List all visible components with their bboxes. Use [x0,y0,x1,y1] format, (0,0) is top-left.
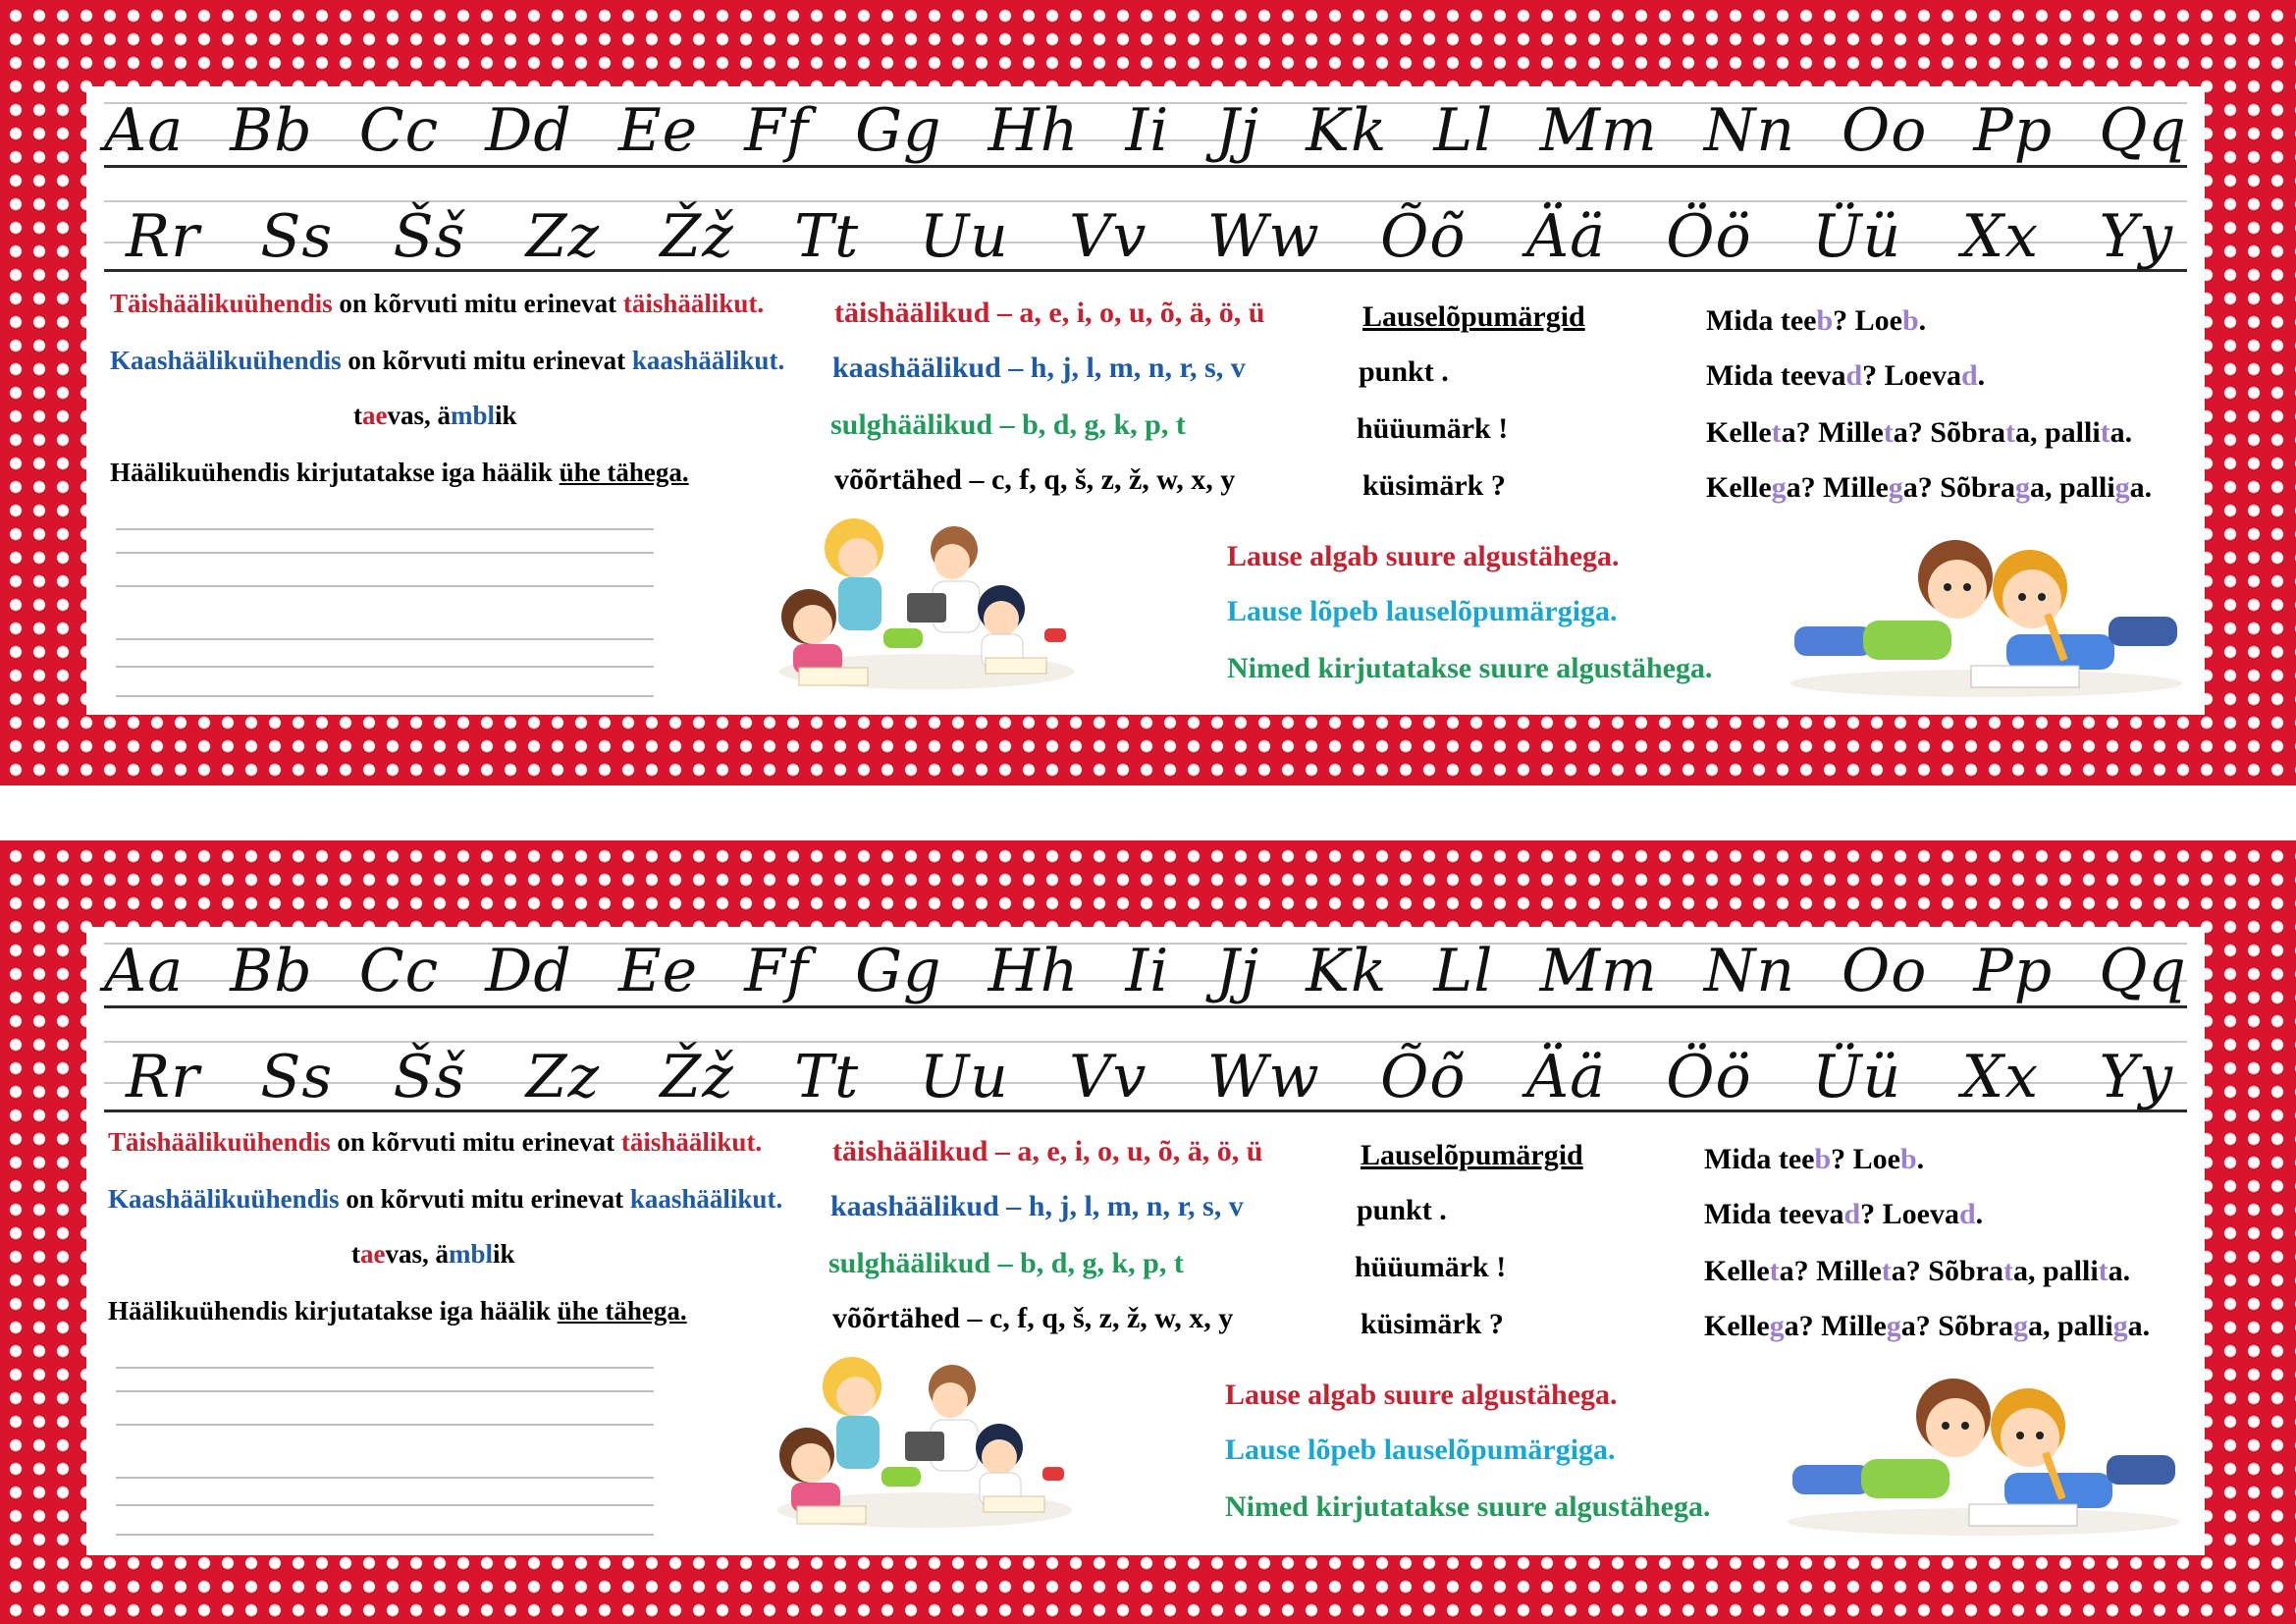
rule-names: Nimed kirjutatakse suure algustähega. [1225,1490,1711,1523]
cursive-letter: Tt [794,202,860,271]
writing-line [116,695,654,697]
cursive-letter: Öö [1666,1043,1752,1111]
question-line-4: Kellega? Millega? Sõbraga, palliga. [1706,471,2153,504]
cursive-letter: Üü [1811,1043,1902,1111]
cursive-letter: Ss [260,202,334,271]
punctuation-exclamation: hüüumärk ! [1357,412,1509,445]
cursive-letter: Xx [1961,1043,2040,1111]
cursive-letter: Ll [1433,96,1494,165]
cursive-letter: Õõ [1380,202,1467,271]
writing-line [116,528,654,530]
alphabet-row-1 [104,937,2187,1005]
cursive-letter: Bb [230,937,313,1005]
cursive-letter: Ee [617,96,699,165]
cluster-example: taevas, ämblik [351,1239,515,1269]
cursive-letter: Žž [660,202,734,271]
children-lying-drawing-illustration-icon [1773,1357,2195,1538]
cursive-letter: Zz [525,202,601,271]
cursive-letter: Yy [2099,202,2173,271]
punctuation-exclamation: hüüumärk ! [1355,1251,1507,1283]
children-reading-group-illustration-icon [760,507,1094,697]
foreign-letters-list: võõrtähed – c, f, q, š, z, ž, w, x, y [832,1302,1234,1334]
cursive-row-1 [104,937,2187,1025]
cursive-row-2 [104,198,2187,283]
cursive-letter: Hh [988,937,1080,1005]
vowel-cluster-definition: Täishäälikuühendis on kõrvuti mitu erinevat täishäälikut. [110,289,765,318]
cursive-letter: Ii [1125,96,1170,165]
writing-line [116,666,654,668]
cursive-letter: Rr [126,1043,200,1111]
vowels-list: täishäälikud – a, e, i, o, u, õ, ä, ö, ü [832,1135,1263,1167]
rule-sentence-end: Lause lõpeb lauselõpumärgiga. [1227,595,1618,627]
rule-sentence-start: Lause algab suure algustähega. [1225,1379,1618,1411]
writing-line [116,1477,654,1479]
consonants-list: kaashäälikud – h, j, l, m, n, r, s, v [832,352,1246,384]
cursive-letter: Ee [617,937,699,1005]
children-lying-drawing-illustration-icon [1775,518,2197,699]
cursive-letter: Ww [1206,1043,1320,1111]
writing-line [116,1534,654,1536]
cursive-row-1 [104,96,2187,185]
vowels-list: täishäälikud – a, e, i, o, u, õ, ä, ö, ü [834,297,1265,329]
cursive-letter: Ii [1125,937,1170,1005]
punctuation-heading: Lauselõpumärgid [1362,300,1585,333]
writing-line [116,585,654,587]
writing-line [116,1424,654,1426]
consonant-cluster-definition: Kaashäälikuühendis on kõrvuti mitu erinevat kaashäälikut. [110,346,785,375]
cursive-letter: Pp [1973,96,2054,165]
cursive-letter: Kk [1306,96,1388,165]
question-line-3: Kelleta? Milleta? Sõbrata, pallita. [1706,416,2133,449]
cluster-writing-rule: Häälikuühendis kirjutatakse iga häälik ühe tähega. [110,458,689,487]
writing-line [116,638,654,640]
writing-line [116,1367,654,1369]
cursive-letter: Ww [1206,202,1320,271]
cursive-letter: Nn [1703,937,1795,1005]
writing-line [116,1504,654,1506]
cursive-letter: Ff [744,937,810,1005]
alphabet-row-2 [104,1039,2187,1111]
cursive-letter: Qq [2099,937,2187,1005]
cursive-letter: Kk [1306,937,1388,1005]
cursive-letter: Šš [393,1043,466,1111]
cursive-letter: Cc [358,937,440,1005]
cursive-letter: Jj [1215,937,1260,1005]
consonants-list: kaashäälikud – h, j, l, m, n, r, s, v [830,1190,1244,1222]
punctuation-period: punkt . [1357,1194,1447,1226]
alphabet-row-1 [104,96,2187,165]
cursive-letter: Uu [919,202,1009,271]
question-line-2: Mida teevad? Loevad. [1706,359,1986,392]
writing-line [116,552,654,554]
punctuation-heading: Lauselõpumärgid [1361,1139,1583,1171]
cursive-letter: Zz [525,1043,601,1111]
writing-line [116,1390,654,1392]
cursive-letter: Ff [744,96,810,165]
cursive-letter: Mm [1539,937,1658,1005]
rule-sentence-start: Lause algab suure algustähega. [1227,540,1620,572]
cursive-letter: Gg [855,96,942,165]
vowel-cluster-definition: Täishäälikuühendis on kõrvuti mitu erinevat täishäälikut. [108,1127,763,1157]
punctuation-question: küsimärk ? [1361,1308,1504,1340]
stops-list: sulghäälikud – b, d, g, k, p, t [830,408,1186,441]
cursive-letter: Tt [794,1043,860,1111]
cluster-example: taevas, ämblik [353,401,517,430]
cursive-letter: Vv [1069,1043,1148,1111]
question-line-3: Kelleta? Milleta? Sõbrata, pallita. [1704,1255,2131,1287]
cursive-letter: Vv [1069,202,1148,271]
stops-list: sulghäälikud – b, d, g, k, p, t [828,1247,1184,1279]
cursive-letter: Dd [485,937,572,1005]
cursive-letter: Hh [988,96,1080,165]
cursive-letter: Ss [260,1043,334,1111]
cursive-letter: Rr [126,202,200,271]
cursive-letter: Šš [393,202,466,271]
cursive-letter: Oo [1842,96,1928,165]
question-line-1: Mida teeb? Loeb. [1704,1143,1925,1175]
question-line-2: Mida teevad? Loevad. [1704,1198,1984,1230]
cursive-letter: Dd [485,96,572,165]
cursive-letter: Žž [660,1043,734,1111]
alphabet-card-bottom [86,927,2205,1555]
cursive-letter: Üü [1811,202,1902,271]
cursive-letter: Oo [1842,937,1928,1005]
rule-names: Nimed kirjutatakse suure algustähega. [1227,652,1713,684]
alphabet-card-top [86,86,2205,715]
children-reading-group-illustration-icon [758,1345,1092,1536]
cluster-writing-rule: Häälikuühendis kirjutatakse iga häälik ühe tähega. [108,1296,687,1326]
cursive-letter: Jj [1215,96,1260,165]
cursive-letter: Gg [855,937,942,1005]
cursive-letter: Õõ [1380,1043,1467,1111]
cursive-letter: Cc [358,96,440,165]
cursive-letter: Xx [1961,202,2040,271]
cursive-letter: Ää [1525,1043,1606,1111]
foreign-letters-list: võõrtähed – c, f, q, š, z, ž, w, x, y [834,463,1236,496]
cursive-letter: Aa [104,937,185,1005]
alphabet-row-2 [104,198,2187,271]
cursive-letter: Mm [1539,96,1658,165]
consonant-cluster-definition: Kaashäälikuühendis on kõrvuti mitu erinevat kaashäälikut. [108,1184,783,1214]
cursive-letter: Nn [1703,96,1795,165]
cursive-letter: Qq [2099,96,2187,165]
cursive-letter: Yy [2099,1043,2173,1111]
rule-sentence-end: Lause lõpeb lauselõpumärgiga. [1225,1434,1616,1466]
cursive-letter: Ää [1525,202,1606,271]
cursive-letter: Aa [104,96,185,165]
punctuation-period: punkt . [1359,355,1449,388]
question-line-4: Kellega? Millega? Sõbraga, palliga. [1704,1310,2151,1342]
cursive-row-2 [104,1039,2187,1123]
punctuation-question: küsimärk ? [1362,469,1506,502]
cursive-letter: Öö [1666,202,1752,271]
cursive-letter: Pp [1973,937,2054,1005]
cursive-letter: Bb [230,96,313,165]
cursive-letter: Ll [1433,937,1494,1005]
cursive-letter: Uu [919,1043,1009,1111]
question-line-1: Mida teeb? Loeb. [1706,304,1927,337]
